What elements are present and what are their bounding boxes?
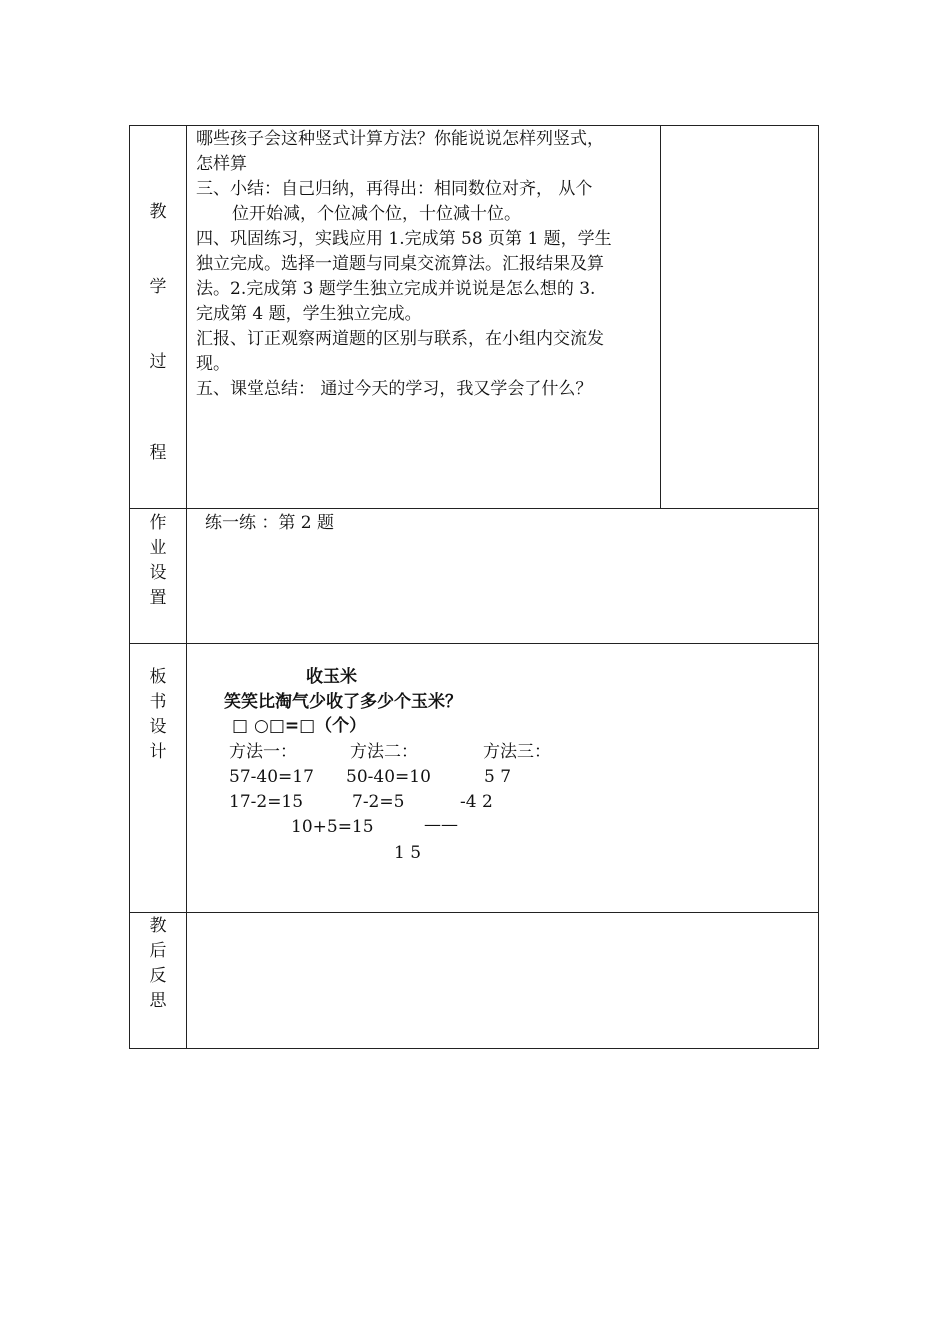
table-border-row1 (129, 508, 819, 509)
table-border-top (129, 125, 819, 126)
table-border-right (818, 125, 819, 1049)
board-label (130, 665, 186, 765)
reflection-label-char: 教 (149, 916, 167, 936)
process-label-char: 学 (149, 277, 167, 297)
table-border-row3 (129, 912, 819, 913)
process-line: 独立完成。选择一道题与同桌交流算法。汇报结果及算 (196, 254, 604, 274)
method3-step: 5 7 (484, 767, 512, 787)
homework-label (130, 511, 186, 611)
process-line: 哪些孩子会这种竖式计算方法？你能说说怎样列竖式， (196, 129, 604, 149)
board-label-char: 计 (149, 742, 167, 762)
table-border-notes-col (660, 125, 661, 509)
process-label-char: 程 (149, 443, 167, 463)
process-line: 三、小结：自己归纳，再得出：相同数位对齐， 从个 (196, 179, 593, 199)
table-border-bottom (129, 1048, 819, 1049)
table-border-row2 (129, 643, 819, 644)
method2-step: 50-40=10 (346, 767, 431, 787)
board-label-char: 板 (149, 667, 167, 687)
reflection-label-char: 反 (149, 966, 167, 986)
reflection-label-char: 后 (149, 941, 167, 961)
process-line: 法。2.完成第 3 题学生独立完成并说说是怎么想的 3. (196, 279, 596, 299)
method1-step: 17-2=15 (229, 792, 304, 812)
method3-step: -4 2 (460, 792, 493, 812)
reflection-label (130, 914, 186, 1014)
board-title: 收玉米 (306, 667, 357, 687)
method2-step: 10+5=15 (291, 817, 374, 837)
board-question: 笑笑比淘气少收了多少个玉米？ (224, 692, 462, 712)
method1-step: 57-40=17 (229, 767, 314, 787)
homework-label-char: 置 (149, 588, 167, 608)
method2-label: 方法二： (350, 742, 418, 762)
process-label (130, 200, 186, 466)
process-line: 完成第 4 题，学生独立完成。 (196, 304, 422, 324)
homework-label-char: 设 (149, 563, 167, 583)
homework-text: 练一练 ：第 2 题 (205, 513, 335, 533)
reflection-label-char: 思 (149, 991, 167, 1011)
table-border-label-col (186, 125, 187, 1049)
method1-label: 方法一： (229, 742, 297, 762)
method3-result: 1 5 (394, 843, 422, 863)
process-label-char: 教 (149, 202, 167, 222)
process-line: 现。 (196, 354, 230, 374)
method3-divider: —— (424, 815, 458, 835)
process-line: 怎样算 (196, 154, 247, 174)
homework-label-char: 作 (149, 513, 167, 533)
board-formula: □ ○□=□（个） (232, 716, 367, 736)
homework-label-char: 业 (149, 538, 167, 558)
method2-step: 7-2=5 (352, 792, 405, 812)
process-line: 四、巩固练习，实践应用 1.完成第 58 页第 1 题，学生 (196, 229, 612, 249)
process-line: 五、课堂总结： 通过今天的学习，我又学会了什么？ (196, 379, 593, 399)
process-label-char: 过 (149, 352, 167, 372)
process-line: 位开始减，个位减个位，十位减十位。 (232, 204, 521, 224)
process-line: 汇报、订正观察两道题的区别与联系，在小组内交流发 (196, 329, 604, 349)
method3-label: 方法三： (483, 742, 551, 762)
board-label-char: 书 (149, 692, 167, 712)
board-label-char: 设 (149, 717, 167, 737)
